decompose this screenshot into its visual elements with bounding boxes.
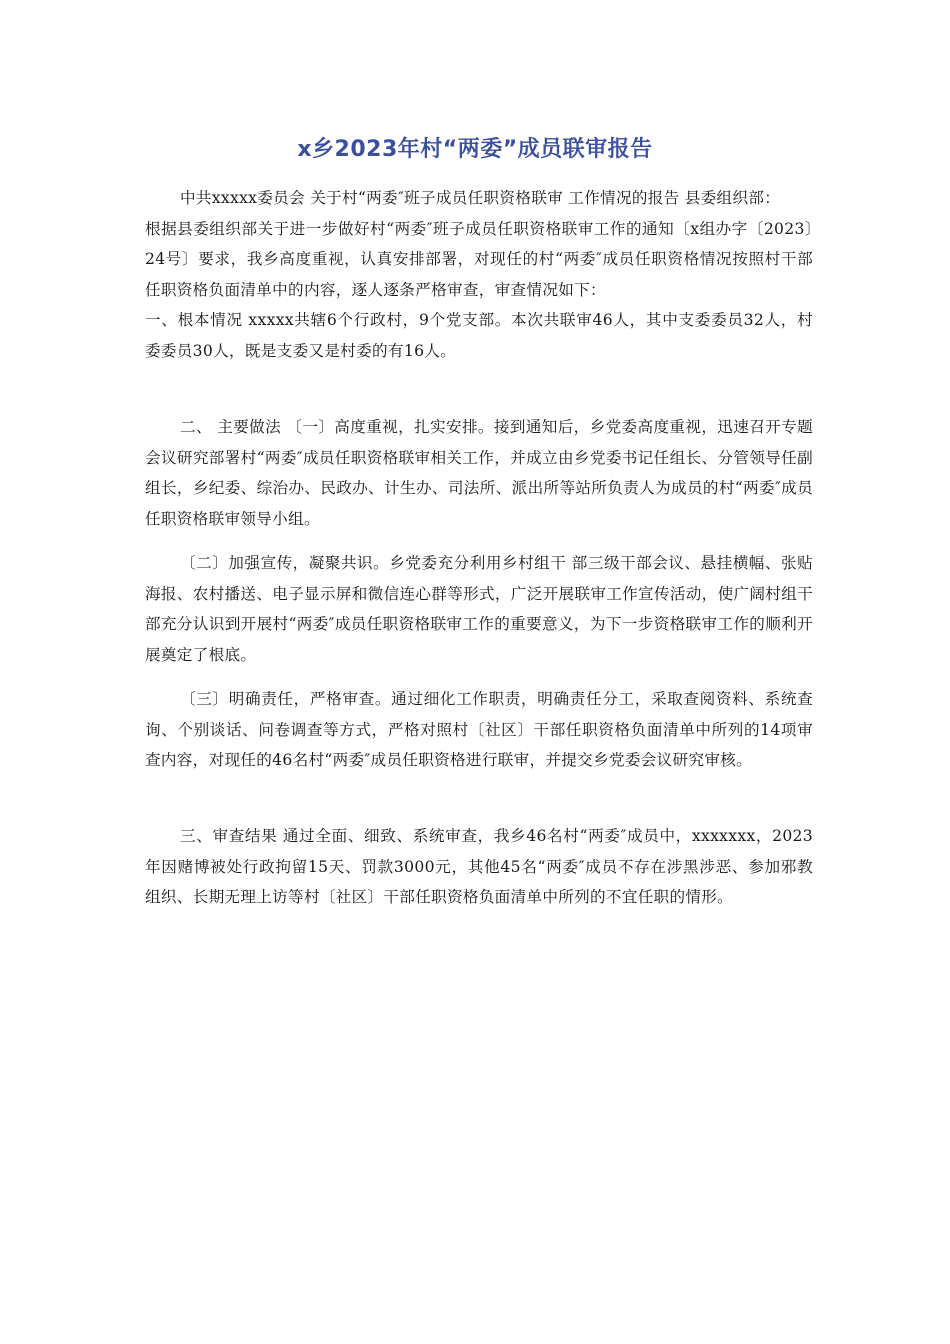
paragraph-review-results: 三、审查结果 通过全面、细致、系统审查，我乡46名村“两委″成员中，xxxxxxx，2023年因赌博被处行政拘留15天、罚款3000元，其他45名“两委″成员不存在涉黑涉恶、参加邪教组织、长期无理上访等村〔社区〕干部任职资格负面清单中所列的不宜任职的情形。 xyxy=(145,827,813,907)
document-title: x乡2023年村“两委”成员联审报告 xyxy=(297,137,653,162)
paragraph-main-practice-1: 二、 主要做法 〔一〕高度重视，扎实安排。接到通知后，乡党委高度重视，迅速召开专题会议研究部署村“两委″成员任职资格联审相关工作，并成立由乡党委书记任组长、分管领导任副组长，乡纪委、综治办、民政办、计生办、司法所、派出所等站所负责人为成员的村“两委″成员任职资格联审领导小组。 xyxy=(145,418,813,528)
paragraph-intro: 根据县委组织部关于进一步做好村“两委″班子成员任职资格联审工作的通知〔x组办字〔2023〕24号〕要求，我乡高度重视，认真安排部署，对现任的村“两委″成员任职资格情况按照村干部任职资格负面清单中的内容，逐人逐条严格审查，审查情况如下： xyxy=(145,219,813,299)
paragraph-salutation: 中共xxxxx委员会 关于村“两委″班子成员任职资格联审 工作情况的报告 县委组织部： xyxy=(180,189,781,207)
paragraph-basic-situation: 一、根本情况 xxxxx共辖6个行政村，9个党支部。本次共联审46人，其中支委委员32人，村委委员30人，既是支委又是村委的有16人。 xyxy=(145,311,813,360)
document-body-section-2-3 xyxy=(145,684,813,776)
document-body-part-1 xyxy=(145,183,813,367)
document-body-section-2-1 xyxy=(145,412,813,534)
document-body-section-3 xyxy=(145,821,813,913)
paragraph-main-practice-2: 〔二〕加强宣传，凝聚共识。乡党委充分利用乡村组干 部三级干部会议、悬挂横幅、张贴海报、农村播送、电子显示屏和微信连心群等形式，广泛开展联审工作宣传活动，使广阔村组干部充分认识到开展村“两委″成员任职资格联审工作的重要意义，为下一步资格联审工作的顺利开展奠定了根底。 xyxy=(145,554,813,664)
paragraph-main-practice-3: 〔三〕明确责任，严格审查。通过细化工作职责，明确责任分工，采取查阅资料、系统查询、个别谈话、问卷调查等方式，严格对照村〔社区〕干部任职资格负面清单中所列的14项审查内容，对现任的46名村“两委″成员任职资格进行联审，并提交乡党委会议研究审核。 xyxy=(145,690,813,770)
document-body-section-2-2 xyxy=(145,548,813,670)
